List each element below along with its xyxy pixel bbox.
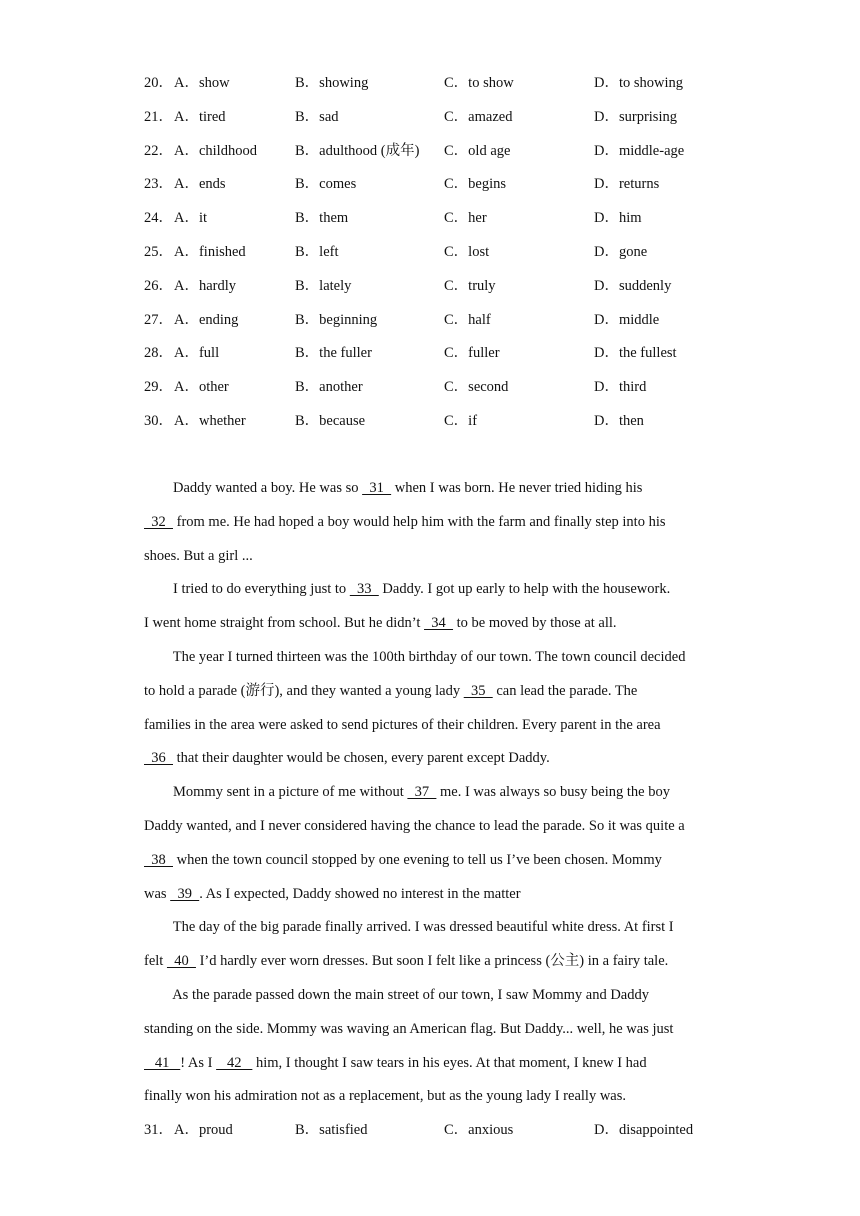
passage-line xyxy=(144,1019,673,1039)
option-d: D．returns xyxy=(594,176,660,193)
option-c: C．her xyxy=(444,210,487,227)
passage-text: The year I turned thirteen was the 100th birthday of our town. The town council decided xyxy=(144,649,686,665)
option-a: A．childhood xyxy=(174,142,257,159)
option-c: C．fuller xyxy=(444,345,500,362)
passage-text: that their daughter would be chosen, every parent except Daddy. xyxy=(173,750,550,767)
passage-line xyxy=(144,951,668,971)
option-c: C．second xyxy=(444,379,509,396)
option-b: B．comes xyxy=(295,176,357,193)
passage-text: Daddy wanted, and I never considered having the chance to lead the parade. So it was quite a xyxy=(144,818,685,834)
option-d: D．surprising xyxy=(594,108,677,125)
answer-blank: 34 xyxy=(424,615,454,632)
option-d: D．middle xyxy=(594,311,660,328)
option-c: C．begins xyxy=(444,176,507,193)
option-b: B．lately xyxy=(295,277,352,294)
option-b: B．the fuller xyxy=(295,345,372,362)
option-a: A．full xyxy=(174,345,220,362)
passage-text: him, I thought I saw tears in his eyes. At that moment, I knew I had xyxy=(252,1054,647,1071)
option-b: B．sad xyxy=(295,108,339,125)
question-number: 30． xyxy=(144,413,173,429)
question-number: 27． xyxy=(144,311,173,328)
option-d: D．disappointed xyxy=(594,1122,694,1138)
passage-line xyxy=(144,748,550,768)
option-b: B．satisfied xyxy=(295,1122,368,1138)
passage-text: to be moved by those at all. xyxy=(453,615,617,632)
option-c: C．to show xyxy=(444,75,514,91)
passage-line xyxy=(144,985,649,1005)
question-number: 26． xyxy=(144,277,173,294)
passage-text: The day of the big parade finally arrived. I was dressed beautiful white dress. At first I xyxy=(144,919,674,936)
option-a: A．it xyxy=(174,210,208,227)
passage-text: I went home straight from school. But he didn’t xyxy=(144,615,425,632)
passage-line xyxy=(144,681,637,701)
option-c: C．amazed xyxy=(444,108,513,125)
option-d: D．middle-age xyxy=(594,142,685,159)
option-a: A．ending xyxy=(174,311,239,328)
answer-blank: 42 xyxy=(216,1054,253,1071)
option-b: B．left xyxy=(295,244,339,260)
passage-line xyxy=(144,546,253,566)
option-d: D．him xyxy=(594,210,642,227)
question-number: 20． xyxy=(144,75,173,91)
option-c: C．old age xyxy=(444,142,511,159)
option-c: C．anxious xyxy=(444,1122,514,1138)
passage-line xyxy=(144,850,662,870)
passage-line xyxy=(144,782,670,802)
option-d: D．suddenly xyxy=(594,277,672,294)
answer-blank: 37 xyxy=(407,784,437,801)
answer-blank: 33 xyxy=(349,581,379,598)
option-a: A．other xyxy=(174,379,229,396)
question-number: 31． xyxy=(144,1122,173,1138)
question-number: 21． xyxy=(144,108,173,125)
passage-text: As the parade passed down the main street of our town, I saw Mommy and Daddy xyxy=(144,987,649,1003)
option-b: B．them xyxy=(295,210,349,227)
question-number: 29． xyxy=(144,379,173,396)
passage-text: from me. He had hoped a boy would help him with the farm and finally step into his xyxy=(173,513,666,530)
passage-line xyxy=(144,816,685,836)
passage-line xyxy=(144,478,642,498)
passage-line xyxy=(144,1086,626,1106)
passage-text: shoes. But a girl ... xyxy=(144,547,253,564)
option-c: C．lost xyxy=(444,244,490,260)
passage-line xyxy=(144,917,674,937)
passage-text: me. I was always so busy being the boy xyxy=(436,784,670,801)
passage-text: standing on the side. Mommy was waving an American flag. But Daddy... well, he was just xyxy=(144,1020,674,1037)
passage-text: families in the area were asked to send pictures of their children. Every parent in the area xyxy=(144,716,661,733)
passage-text: Daddy. I got up early to help with the housework. xyxy=(378,581,671,598)
passage-text: . As I expected, Daddy showed no interest in the matter xyxy=(199,885,521,902)
passage-text: felt xyxy=(144,953,167,970)
passage-text: when I was born. He never tried hiding his xyxy=(391,480,643,496)
answer-blank: 40 xyxy=(166,953,196,970)
passage-line xyxy=(144,715,661,735)
passage-line xyxy=(144,512,666,532)
option-a: A．proud xyxy=(174,1122,233,1138)
passage-text: to hold a parade (游行), and they wanted a young lady xyxy=(144,682,464,699)
option-a: A．tired xyxy=(174,108,226,125)
answer-blank: 35 xyxy=(463,682,493,699)
answer-blank: 32 xyxy=(144,513,173,530)
answer-blank: 36 xyxy=(144,750,173,767)
question-number: 24． xyxy=(144,210,173,227)
option-a: A．ends xyxy=(174,176,226,193)
answer-blank: 31 xyxy=(362,480,392,496)
passage-line xyxy=(144,1053,647,1073)
option-a: A．finished xyxy=(174,244,246,260)
passage-line xyxy=(144,884,521,904)
option-d: D．the fullest xyxy=(594,345,677,362)
passage-text: Mommy sent in a picture of me without xyxy=(144,784,408,801)
answer-blank: 41 xyxy=(144,1054,181,1071)
option-d: D．then xyxy=(594,413,644,429)
passage-text: was xyxy=(144,885,171,902)
passage-text: I’d hardly ever worn dresses. But soon I felt like a princess (公主) in a fairy tale. xyxy=(195,953,669,970)
passage-line xyxy=(144,647,685,667)
option-c: C．if xyxy=(444,413,478,429)
option-a: A．show xyxy=(174,75,230,91)
option-c: C．half xyxy=(444,311,491,328)
passage-line xyxy=(144,579,670,599)
option-d: D．gone xyxy=(594,244,648,260)
option-b: B．because xyxy=(295,413,366,429)
option-b: B．adulthood (成年) xyxy=(295,142,420,159)
option-c: C．truly xyxy=(444,277,496,294)
passage-text: finally won his admiration not as a replacement, but as the young lady I really was. xyxy=(144,1088,626,1105)
answer-blank: 39 xyxy=(170,885,200,902)
passage-text: I tried to do everything just to xyxy=(144,581,350,598)
option-b: B．another xyxy=(295,379,363,396)
passage-text: Daddy wanted a boy. He was so xyxy=(144,480,363,496)
passage-text: when the town council stopped by one evening to tell us I’ve been chosen. Mommy xyxy=(173,851,662,868)
passage-line xyxy=(144,613,617,633)
option-a: A．hardly xyxy=(174,277,237,294)
passage-text: can lead the parade. The xyxy=(492,682,638,699)
question-number: 23． xyxy=(144,176,173,193)
option-d: D．third xyxy=(594,379,647,396)
question-number: 28． xyxy=(144,345,173,362)
option-a: A．whether xyxy=(174,413,246,429)
question-number: 25． xyxy=(144,244,173,260)
option-b: B．showing xyxy=(295,75,369,91)
answer-blank: 38 xyxy=(144,851,173,868)
passage-text: ! As I xyxy=(180,1054,217,1071)
question-number: 22． xyxy=(144,142,173,159)
option-d: D．to showing xyxy=(594,75,684,91)
option-b: B．beginning xyxy=(295,311,378,328)
